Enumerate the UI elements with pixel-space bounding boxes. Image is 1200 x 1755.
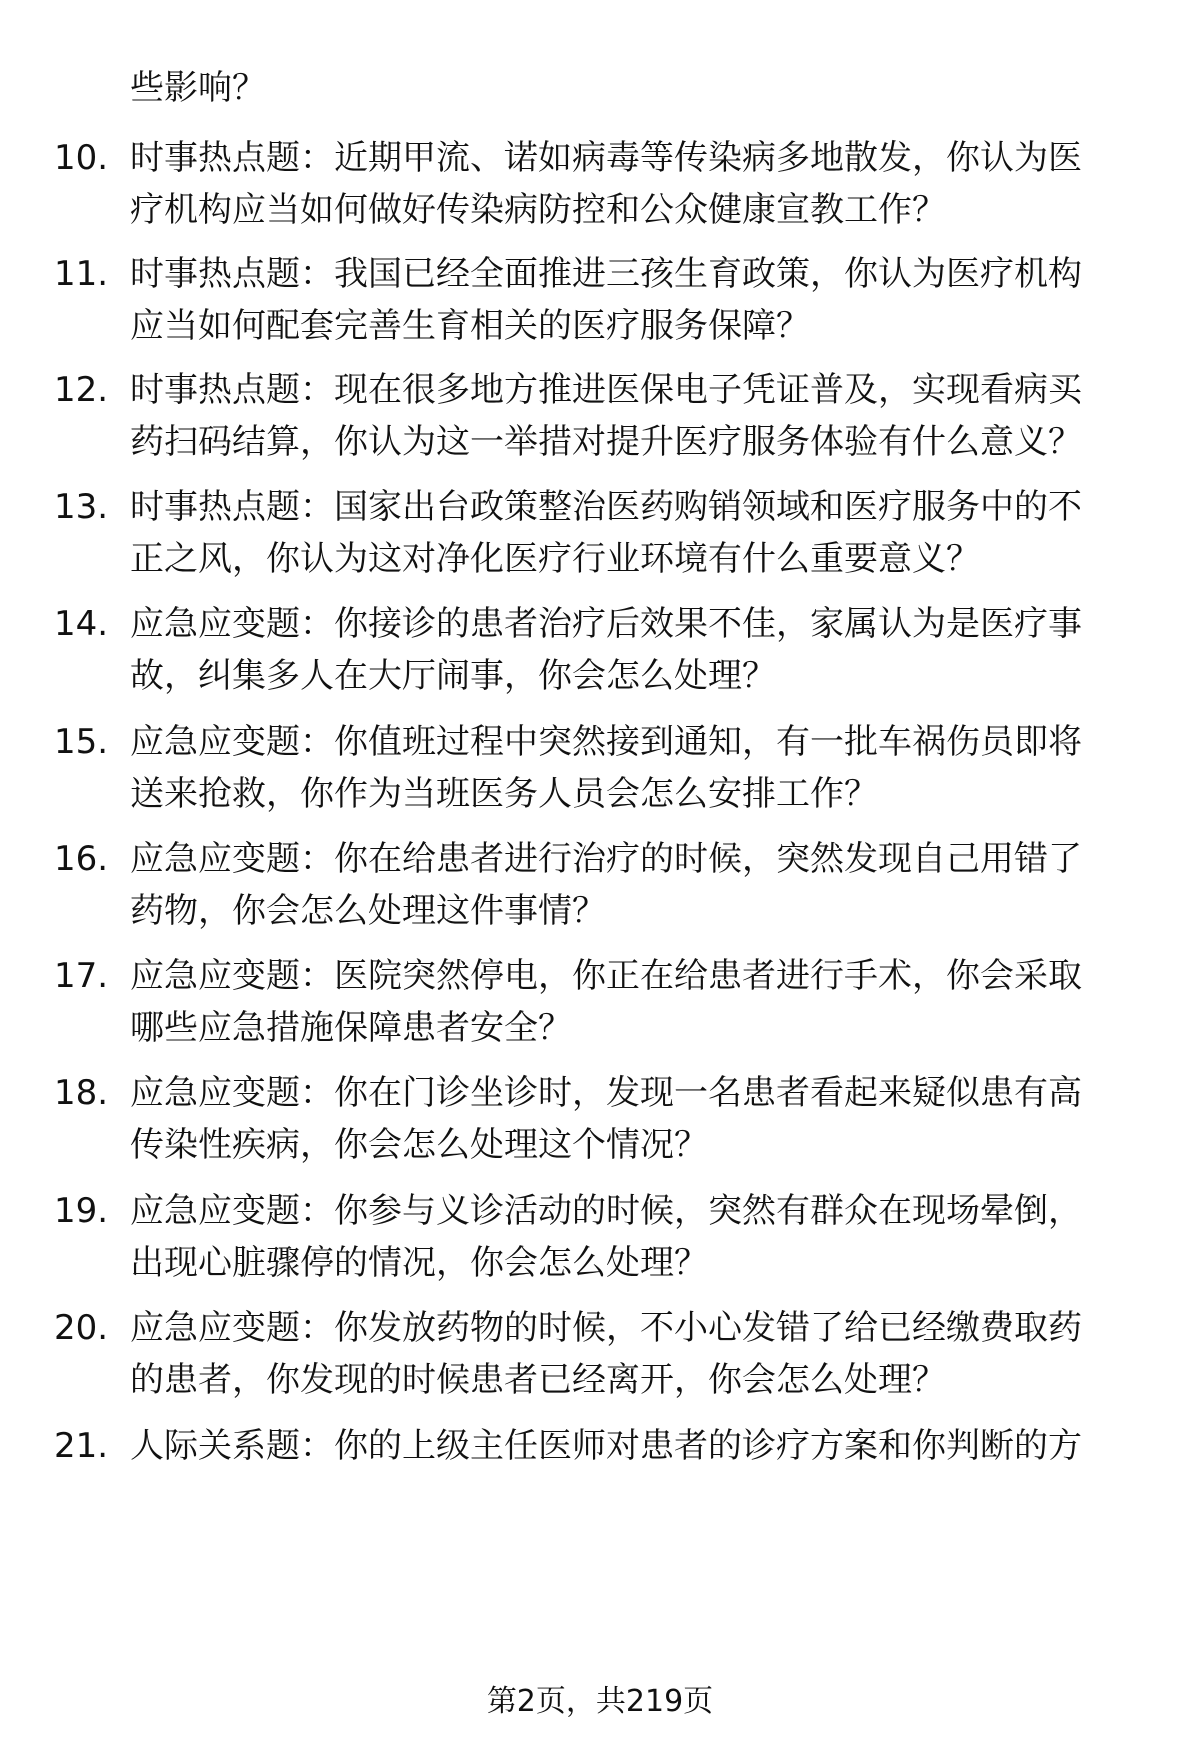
question-line: 时事热点题：我国已经全面推进三孩生育政策，你认为医疗机构 xyxy=(130,254,1082,294)
question-line: 应当如何配套完善生育相关的医疗服务保障？ xyxy=(130,306,810,346)
question-number: 20. xyxy=(54,1308,109,1348)
question-number: 10. xyxy=(54,138,109,178)
question-line: 传染性疾病，你会怎么处理这个情况？ xyxy=(130,1125,708,1165)
question-number: 16. xyxy=(54,839,109,879)
question-line: 的患者，你发现的时候患者已经离开，你会怎么处理？ xyxy=(130,1360,946,1400)
question-line: 药扫码结算，你认为这一举措对提升医疗服务体验有什么意义？ xyxy=(130,422,1082,462)
question-line: 应急应变题：医院突然停电，你正在给患者进行手术，你会采取 xyxy=(130,956,1082,996)
question-line: 故，纠集多人在大厅闹事，你会怎么处理？ xyxy=(130,656,776,696)
question-number: 11. xyxy=(54,254,109,294)
question-line: 应急应变题：你在给患者进行治疗的时候，突然发现自己用错了 xyxy=(130,839,1082,879)
question-number: 18. xyxy=(54,1073,109,1113)
question-line: 应急应变题：你值班过程中突然接到通知，有一批车祸伤员即将 xyxy=(130,722,1082,762)
question-line: 时事热点题：近期甲流、诺如病毒等传染病多地散发，你认为医 xyxy=(130,138,1082,178)
question-number: 12. xyxy=(54,370,109,410)
question-line: 时事热点题：国家出台政策整治医药购销领域和医疗服务中的不 xyxy=(130,487,1082,527)
question-number: 14. xyxy=(54,604,109,644)
question-line: 正之风，你认为这对净化医疗行业环境有什么重要意义？ xyxy=(130,539,980,579)
question-line: 药物，你会怎么处理这件事情？ xyxy=(130,891,606,931)
question-line: 应急应变题：你参与义诊活动的时候，突然有群众在现场晕倒， xyxy=(130,1191,1082,1231)
question-line: 人际关系题：你的上级主任医师对患者的诊疗方案和你判断的方 xyxy=(130,1426,1082,1466)
question-number: 19. xyxy=(54,1191,109,1231)
question-line: 应急应变题：你接诊的患者治疗后效果不佳，家属认为是医疗事 xyxy=(130,604,1082,644)
question-number: 13. xyxy=(54,487,109,527)
question-line: 时事热点题：现在很多地方推进医保电子凭证普及，实现看病买 xyxy=(130,370,1082,410)
question-line: 疗机构应当如何做好传染病防控和公众健康宣教工作？ xyxy=(130,190,946,230)
continuation-text: 些影响？ xyxy=(130,68,266,108)
question-number: 15. xyxy=(54,722,109,762)
question-line: 应急应变题：你在门诊坐诊时，发现一名患者看起来疑似患有高 xyxy=(130,1073,1082,1113)
question-line: 送来抢救，你作为当班医务人员会怎么安排工作？ xyxy=(130,774,878,814)
question-number: 17. xyxy=(54,956,109,996)
question-line: 哪些应急措施保障患者安全？ xyxy=(130,1008,572,1048)
question-line: 出现心脏骤停的情况，你会怎么处理？ xyxy=(130,1243,708,1283)
question-line: 应急应变题：你发放药物的时候，不小心发错了给已经缴费取药 xyxy=(130,1308,1082,1348)
page-footer: 第2页，共219页 xyxy=(486,1684,714,1719)
question-number: 21. xyxy=(54,1426,109,1466)
